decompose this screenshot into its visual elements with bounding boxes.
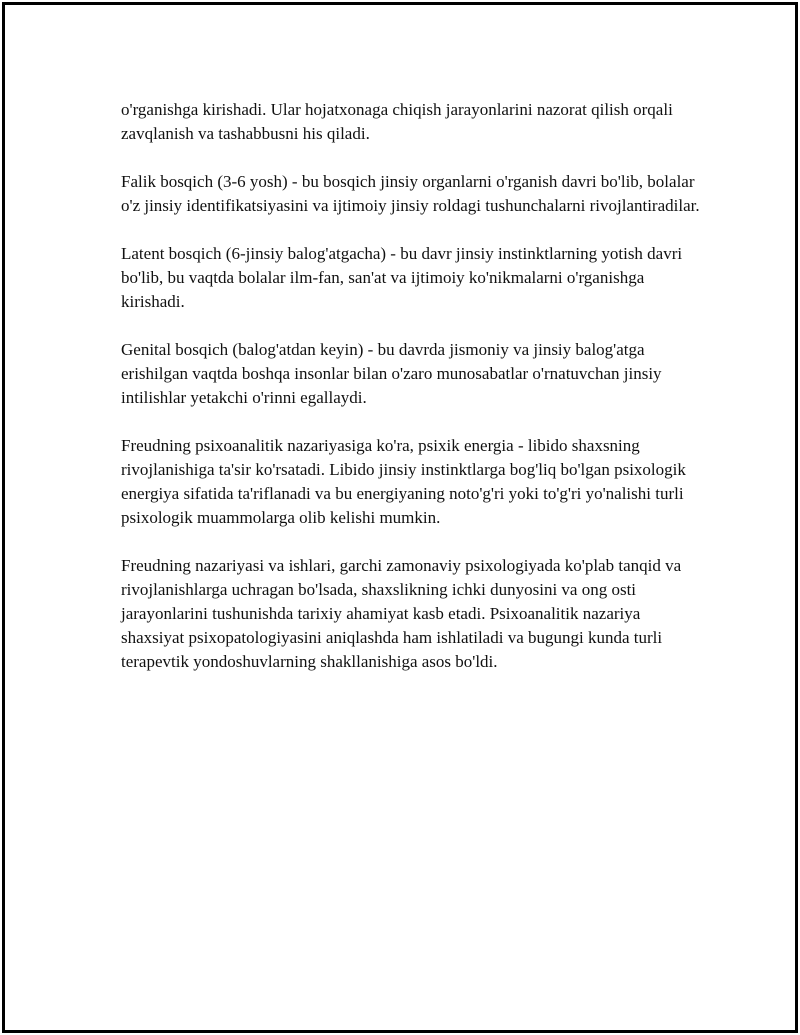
paragraph-anal-stage-end: o'rganishga kirishadi. Ular hojatxonaga chiqish jarayonlarini nazorat qilish orqali zavqlanish va tashabbusni his qiladi. [121,100,673,143]
document-body [121,98,701,698]
paragraph-libido: Freudning psixoanalitik nazariyasiga ko'ra, psixik energia - libido shaxsning rivojlanishiga ta'sir ko'rsatadi. Libido jinsiy instinktlarga bog'liq bo'lgan psixologik energiya sifatida ta'riflanadi va bu energiyaning noto'g'ri yoki to'g'ri yo'nalishi turli psixologik muammolarga olib kelishi mumkin. [121,436,686,527]
paragraph-freud-legacy: Freudning nazariyasi va ishlari, garchi zamonaviy psixologiyada ko'plab tanqid va rivojlanishlarga uchragan bo'lsada, shaxslikning ichki dunyosini va ong osti jarayonlarini tushunishda tarixiy ahamiyat kasb etadi. Psixoanalitik nazariya shaxsiyat psixopatologiyasini aniqlashda ham ishlatiladi va bugungi kunda turli terapevtik yondoshuvlarning shakllanishiga asos bo'ldi. [121,556,682,671]
paragraph-phallic-stage: Falik bosqich (3-6 yosh) - bu bosqich jinsiy organlarni o'rganish davri bo'lib, bolalar o'z jinsiy identifikatsiyasini va ijtimoiy jinsiy roldagi tushunchalarni rivojlantiradilar. [121,172,700,215]
page-frame [2,2,798,1033]
paragraph-genital-stage: Genital bosqich (balog'atdan keyin) - bu davrda jismoniy va jinsiy balog'atga erishilgan vaqtda boshqa insonlar bilan o'zaro munosabatlar o'rnatuvchan jinsiy intilishlar yetakchi o'rinni egallaydi. [121,340,662,407]
paragraph-latent-stage: Latent bosqich (6-jinsiy balog'atgacha) - bu davr jinsiy instinktlarning yotish davri bo'lib, bu vaqtda bolalar ilm-fan, san'at va ijtimoiy ko'nikmalarni o'rganishga kirishadi. [121,244,683,311]
